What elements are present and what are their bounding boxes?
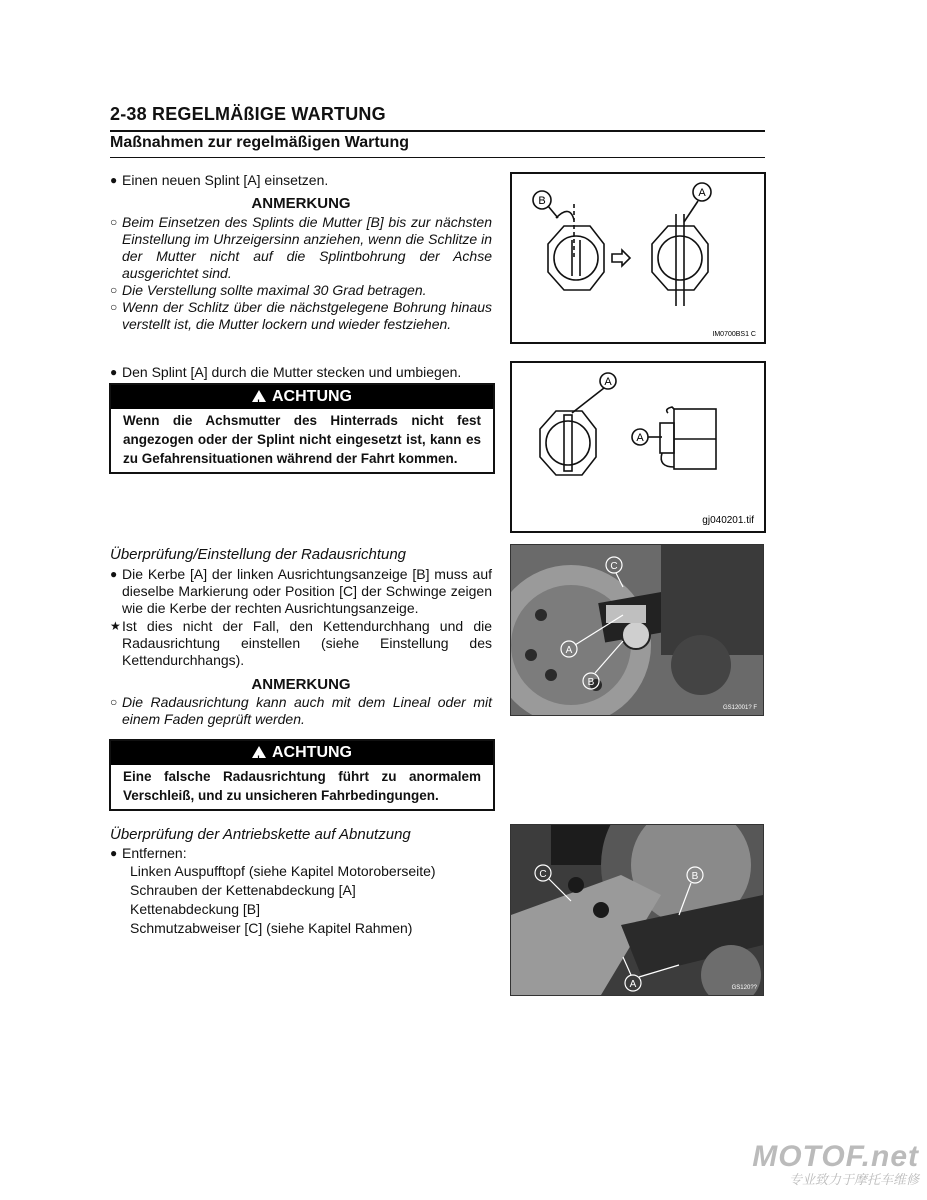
cotter-pin-diagram bbox=[512, 363, 764, 531]
title-rule bbox=[110, 130, 765, 132]
remove-list bbox=[110, 862, 492, 938]
bullet-bend-pin bbox=[110, 364, 492, 381]
fig2-label: A bbox=[636, 432, 644, 444]
bullet-insert-pin bbox=[110, 172, 492, 189]
fig3-label: A bbox=[565, 645, 573, 656]
list-item: Linken Auspufftopf (siehe Kapitel Motoroberseite) bbox=[130, 863, 436, 879]
note-item bbox=[110, 282, 492, 299]
page-title: 2-38 REGELMÄßIGE WARTUNG bbox=[110, 104, 386, 124]
circle-icon: ○ bbox=[110, 283, 118, 297]
note-text: Beim Einsetzen des Splints die Mutter [B] bis zur nächsten Einstellung im Uhrzeigersinn anziehen, wenn die Schlitze in der Mutter nicht auf die Splintbohrung der Achse ausgerichtet sind. bbox=[122, 214, 492, 281]
fig4-label: A bbox=[629, 979, 637, 990]
bullet-text: Den Splint [A] durch die Mutter stecken und umbiegen. bbox=[122, 364, 462, 380]
figure-nut-rotation bbox=[510, 172, 766, 344]
bullet-alignment bbox=[110, 566, 492, 617]
bullet-remove bbox=[110, 845, 492, 862]
warning-box bbox=[109, 739, 495, 811]
fig3-label: C bbox=[610, 561, 618, 572]
section-subtitle: Maßnahmen zur regelmäßigen Wartung bbox=[110, 134, 409, 151]
warning-title: ACHTUNG bbox=[272, 388, 352, 405]
warning-triangle-icon bbox=[252, 390, 266, 402]
warning-title: ACHTUNG bbox=[272, 744, 352, 761]
watermark bbox=[752, 1142, 919, 1188]
note-item bbox=[110, 214, 492, 282]
star-icon: ★ bbox=[110, 619, 121, 633]
warning-header bbox=[111, 741, 493, 765]
fig4-code: GS120?? bbox=[731, 985, 757, 991]
watermark-brand: MOTOF.net bbox=[752, 1140, 919, 1173]
bullet-text: Entfernen: bbox=[122, 845, 187, 861]
warning-box bbox=[109, 383, 495, 474]
warning-header bbox=[111, 385, 493, 409]
star-item bbox=[110, 618, 492, 669]
note-list bbox=[110, 214, 492, 333]
section-heading-alignment: Überprüfung/Einstellung der Radausrichtung bbox=[110, 546, 407, 563]
fig1-code: IM0700BS1 C bbox=[712, 331, 756, 338]
bullet-text: Die Kerbe [A] der linken Ausrichtungsanzeige [B] muss auf dieselbe Markierung oder Position [C] der Schwinge zeigen wie die Kerbe der rechten Ausrichtungsanzeige. bbox=[122, 566, 492, 616]
subtitle-rule bbox=[110, 157, 765, 158]
note-item bbox=[110, 299, 492, 333]
circle-icon: ○ bbox=[110, 300, 118, 314]
nut-diagram bbox=[512, 174, 764, 342]
fig2-label: A bbox=[604, 376, 612, 388]
list-item: Schmutzabweiser [C] (siehe Kapitel Rahmen) bbox=[130, 920, 413, 936]
note-text: Wenn der Schlitz über die nächstgelegene Bohrung hinaus verstellt ist, die Mutter lockern und wieder festziehen. bbox=[122, 299, 492, 332]
bullet-dot-icon: ● bbox=[110, 567, 118, 581]
note-title: ANMERKUNG bbox=[251, 676, 351, 693]
fig1-label: A bbox=[698, 187, 706, 199]
fig4-label: B bbox=[691, 871, 699, 882]
fig1-label: B bbox=[538, 195, 546, 207]
note-item bbox=[110, 694, 492, 728]
circle-icon: ○ bbox=[110, 215, 118, 229]
circle-icon: ○ bbox=[110, 695, 118, 709]
warning-text: Eine falsche Radausrichtung führt zu anormalem Verschleiß, und zu unsicheren Fahrbedingungen. bbox=[123, 769, 481, 803]
bullet-dot-icon: ● bbox=[110, 365, 118, 379]
photo-illustration bbox=[511, 545, 763, 715]
warning-text: Wenn die Achsmutter des Hinterrads nicht fest angezogen oder der Splint nicht eingesetzt ist, kann es zu Gefahrensituationen während der Fahrt kommen. bbox=[123, 413, 481, 466]
list-item: Kettenabdeckung [B] bbox=[130, 901, 260, 917]
fig3-code: GS12001? F bbox=[722, 705, 757, 711]
bullet-dot-icon: ● bbox=[110, 173, 118, 187]
warning-triangle-icon bbox=[252, 746, 266, 758]
photo-chain-cover bbox=[510, 824, 764, 996]
list-item: Schrauben der Kettenabdeckung [A] bbox=[130, 882, 356, 898]
bullet-text: Einen neuen Splint [A] einsetzen. bbox=[122, 172, 329, 188]
watermark-tagline: 专业致力于摩托车维修 bbox=[788, 1172, 919, 1187]
section-heading-chain: Überprüfung der Antriebskette auf Abnutzung bbox=[110, 826, 411, 843]
note-text: Die Verstellung sollte maximal 30 Grad betragen. bbox=[122, 282, 427, 298]
fig3-label: B bbox=[587, 677, 595, 688]
photo-illustration bbox=[511, 825, 763, 995]
note-text: Die Radausrichtung kann auch mit dem Lineal oder mit einem Faden geprüft werden. bbox=[122, 694, 492, 727]
figure-cotter-pin bbox=[510, 361, 766, 533]
fig2-code: gj040201.tif bbox=[702, 515, 754, 526]
star-text: Ist dies nicht der Fall, den Kettendurchhang und die Radausrichtung einstellen (siehe Einstellung des Kettendurchhangs). bbox=[122, 618, 492, 668]
fig4-label: C bbox=[539, 869, 547, 880]
photo-alignment-indicator bbox=[510, 544, 764, 716]
bullet-dot-icon: ● bbox=[110, 846, 118, 860]
note-title: ANMERKUNG bbox=[251, 195, 351, 212]
